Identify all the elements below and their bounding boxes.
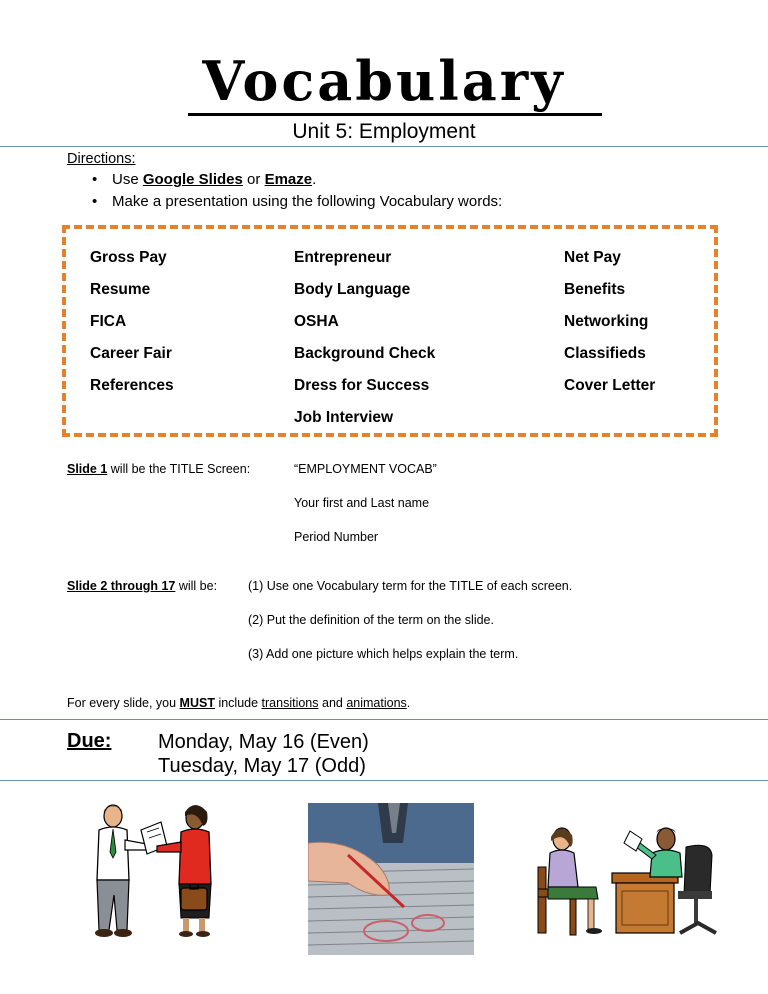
vocab-term: Gross Pay: [90, 249, 167, 266]
slides2-line: (1) Use one Vocabulary term for the TITLE of each screen.: [248, 579, 573, 593]
classifieds-photo: [308, 803, 474, 955]
must-emphasis: MUST: [179, 696, 215, 710]
directions-bullet-2: [92, 192, 502, 212]
vocab-term: Background Check: [294, 345, 436, 362]
interview-clipart: [534, 825, 722, 943]
due-date-line: Tuesday, May 17 (Odd): [158, 755, 366, 777]
due-date-line: Monday, May 16 (Even): [158, 731, 369, 753]
slides2-line: (3) Add one picture which helps explain the term.: [248, 647, 519, 661]
due-divider-top: [0, 719, 768, 720]
google-slides-link[interactable]: Google Slides: [142, 171, 243, 188]
directions-label: Directions:: [67, 151, 136, 167]
vocab-term: Classifieds: [564, 345, 646, 362]
bullet-text: .: [312, 171, 317, 188]
slide1-line: Period Number: [294, 530, 379, 544]
vocab-term: Career Fair: [90, 345, 172, 362]
due-label: Due:: [67, 730, 112, 752]
vocab-term: Entrepreneur: [294, 249, 392, 266]
slide1-label-bold: Slide 1: [67, 462, 108, 476]
slides2-label-bold: Slide 2 through 17: [67, 579, 176, 593]
page-title: Vocabulary: [202, 49, 566, 113]
slide1-line: Your first and Last name: [294, 496, 430, 510]
slides2-label-rest: will be:: [175, 579, 218, 593]
vocab-term: OSHA: [294, 313, 339, 330]
vocab-term: References: [90, 377, 174, 394]
note-text: .: [406, 696, 411, 710]
slide1-line: “EMPLOYMENT VOCAB”: [294, 462, 437, 476]
slide1-label-rest: will be the TITLE Screen:: [107, 462, 251, 476]
transitions-text: transitions: [261, 696, 319, 710]
every-slide-note: [67, 695, 410, 711]
vocab-term: Benefits: [564, 281, 626, 298]
handshake-clipart: [85, 800, 225, 945]
bullet-text: Use: [112, 171, 143, 188]
note-text: For every slide, you: [67, 696, 180, 710]
header-divider: [0, 146, 768, 147]
bullet-text: Make a presentation using the following Vocabulary words:: [112, 193, 503, 210]
animations-text: animations: [346, 696, 407, 710]
vocab-term: Net Pay: [564, 249, 621, 266]
bullet-icon: •: [92, 193, 98, 210]
vocab-term: Body Language: [294, 281, 411, 298]
vocab-term: Resume: [90, 281, 151, 298]
due-divider-bottom: [0, 780, 768, 781]
note-text: include: [214, 696, 262, 710]
slides2-label: [67, 578, 217, 594]
bullet-icon: •: [92, 171, 98, 188]
vocab-term: FICA: [90, 313, 127, 330]
vocab-term: Job Interview: [294, 409, 394, 426]
vocab-term: Cover Letter: [564, 377, 656, 394]
page-subtitle: Unit 5: Employment: [292, 120, 476, 143]
bullet-text: or: [242, 171, 265, 188]
vocab-term: Dress for Success: [294, 377, 430, 394]
note-text: and: [318, 696, 347, 710]
title-underline: [188, 113, 602, 116]
slide1-label: [67, 461, 250, 477]
vocab-term: Networking: [564, 313, 649, 330]
emaze-link[interactable]: Emaze: [264, 171, 313, 188]
slides2-line: (2) Put the definition of the term on the slide.: [248, 613, 494, 627]
directions-bullet-1: [92, 170, 316, 190]
